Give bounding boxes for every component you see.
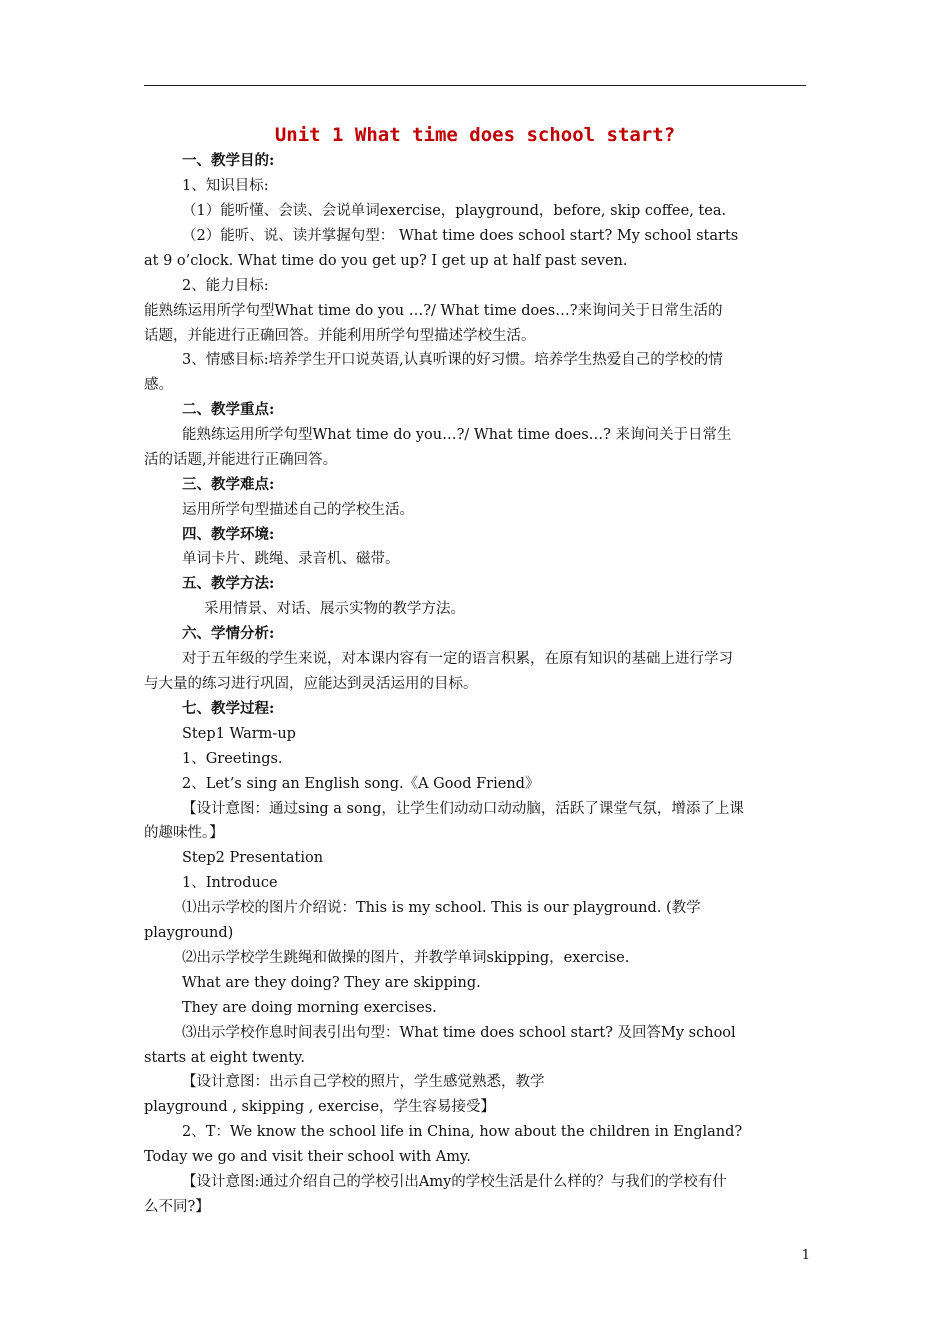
page-title: Unit 1 What time does school start? [274,124,676,146]
heading-difficulties: 三、教学难点: [182,476,275,493]
line-teacher: 2、T：We know the school life in China, how about the children in England? [182,1124,743,1140]
line-emotion-goal: 3、情感目标:培养学生开口说英语,认真听课的好习惯。培养学生热爱自己的学校的情 [182,352,723,368]
heading-objectives: 一、教学目的: [182,152,275,169]
line-step1: Step1 Warm-up [182,726,296,742]
line-intent-3: 【设计意图:通过介绍自己的学校引出Amy的学校生活是什么样的？与我们的学校有什 [182,1174,727,1190]
heading-environment: 四、教学环境: [182,526,275,543]
line-intent-2-cont: playground , skipping , exercise，学生容易接受】 [144,1099,496,1115]
line-environment: 单词卡片、跳绳、录音机、磁带。 [182,551,400,567]
line-ability-text: 能熟练运用所学句型What time do you …?/ What time does…?来询问关于日常生活的 [144,303,723,319]
line-intro-1: ⑴出示学校的图片介绍说：This is my school. This is our playground. (教学 [182,900,701,916]
line-intro-3-cont: starts at eight twenty. [144,1050,305,1066]
line-song: 2、Let’s sing an English song.《A Good Friend》 [182,776,540,792]
header-rule [144,85,806,86]
line-intro-1-cont: playground) [144,925,234,941]
line-introduce: 1、Introduce [182,875,278,891]
line-sentences: （2）能听、说、读并掌握句型： What time does school start? My school starts [182,228,739,244]
line-sentences-cont: at 9 o’clock. What time do you get up? I get up at half past seven. [144,253,628,269]
line-words: （1）能听懂、会读、会说单词exercise，playground，before, skip coffee, tea. [182,203,727,219]
line-emotion-goal-cont: 感。 [144,377,173,393]
line-greetings: 1、Greetings. [182,751,283,767]
line-teacher-cont: Today we go and visit their school with Amy. [144,1149,471,1165]
heading-methods: 五、教学方法: [182,575,275,592]
heading-process: 七、教学过程: [182,700,275,717]
heading-analysis: 六、学情分析: [182,625,275,642]
line-intent-1-cont: 的趣味性。】 [144,825,224,841]
line-key-points: 能熟练运用所学句型What time do you…?/ What time does…? 来询问关于日常生 [182,427,732,443]
line-analysis: 对于五年级的学生来说，对本课内容有一定的语言积累，在原有知识的基础上进行学习 [182,651,733,667]
line-intent-1: 【设计意图：通过sing a song，让学生们动动口动动脑，活跃了课堂气氛，增添了上课 [182,801,744,817]
line-dialogue-1: What are they doing? They are skipping. [182,975,481,991]
line-intro-3: ⑶出示学校作息时间表引出句型：What time does school start? 及回答My school [182,1025,736,1041]
line-intro-2: ⑵出示学校学生跳绳和做操的图片，并教学单词skipping，exercise. [182,950,630,966]
line-step2: Step2 Presentation [182,850,324,866]
line-dialogue-2: They are doing morning exercises. [182,1000,437,1016]
line-ability-goal: 2、能力目标: [182,278,269,294]
line-analysis-cont: 与大量的练习进行巩固，应能达到灵活运用的目标。 [144,676,478,692]
heading-key-points: 二、教学重点: [182,401,275,418]
page-number: 1 [801,1248,810,1263]
line-ability-text-cont: 话题，并能进行正确回答。并能利用所学句型描述学校生活。 [144,328,536,344]
line-knowledge-goal: 1、知识目标: [182,178,269,194]
line-intent-2: 【设计意图：出示自己学校的照片，学生感觉熟悉，教学 [182,1074,545,1090]
line-difficulties: 运用所学句型描述自己的学校生活。 [182,502,414,518]
line-intent-3-cont: 么不同?】 [144,1199,210,1215]
line-methods: 采用情景、对话、展示实物的教学方法。 [204,601,465,617]
line-key-points-cont: 活的话题,并能进行正确回答。 [144,452,338,468]
